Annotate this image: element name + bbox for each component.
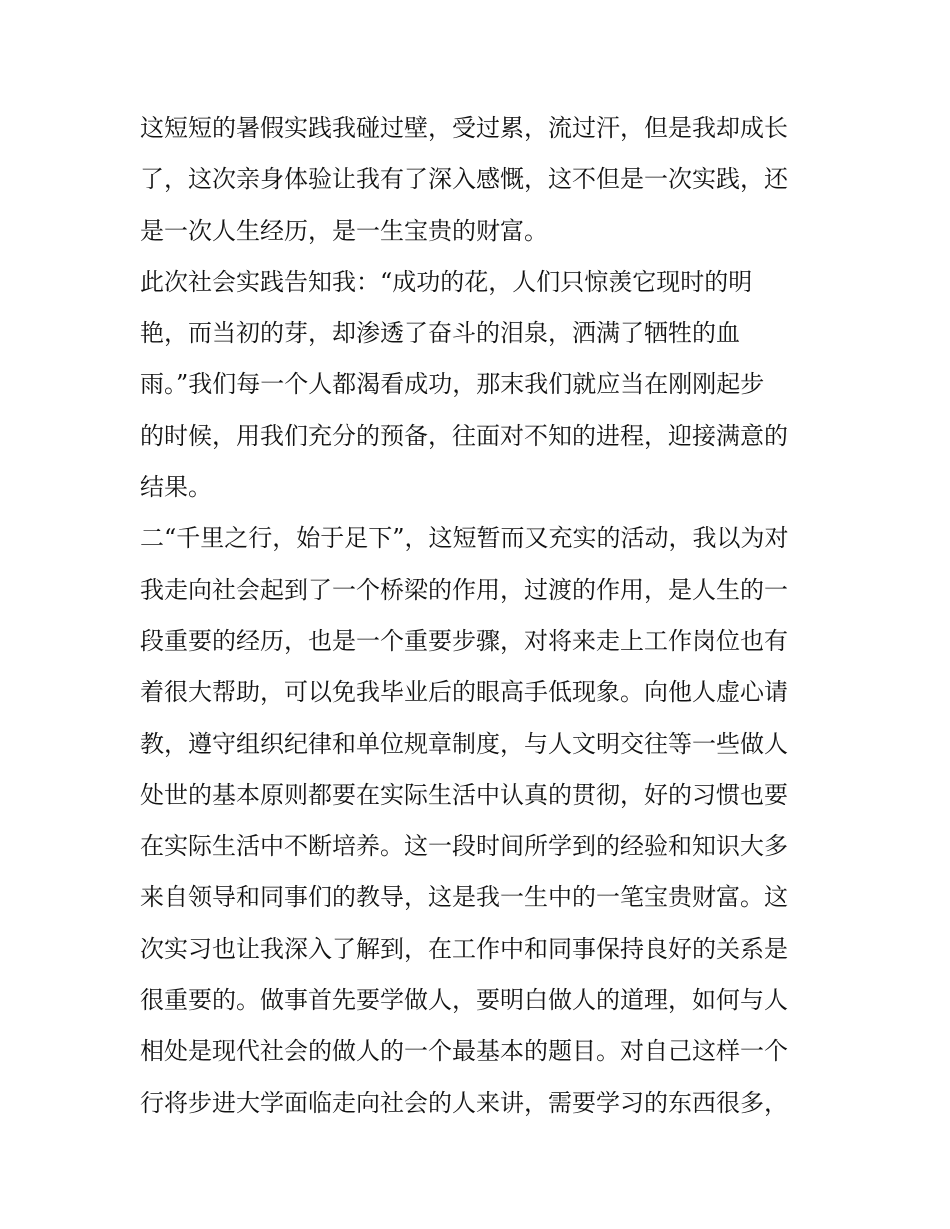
text-line: 很重要的。做事首先要学做人，要明白做人的道理，如何与人 <box>140 986 788 1015</box>
text-line: 来自领导和同事们的教导，这是我一生中的一笔宝贵财富。这 <box>140 883 788 912</box>
text-line: 了，这次亲身体验让我有了深入感慨，这不但是一次实践，还 <box>140 165 788 194</box>
text-line: 行将步进大学面临走向社会的人来讲，需要学习的东西很多， <box>140 1088 788 1117</box>
text-line: 二“千里之行，始于足下”，这短暂而又充实的活动，我以为对 <box>140 524 789 553</box>
text-line: 艳，而当初的芽，却渗透了奋斗的泪泉，洒满了牺牲的血 <box>140 319 740 348</box>
text-line: 的时候，用我们充分的预备，往面对不知的进程，迎接满意的 <box>140 421 788 450</box>
text-line: 在实际生活中不断培养。这一段时间所学到的经验和知识大多 <box>140 832 788 861</box>
text-line: 是一次人生经历，是一生宝贵的财富。 <box>140 216 548 245</box>
text-line: 结果。 <box>140 473 212 502</box>
text-line: 此次社会实践告知我：“成功的花，人们只惊羡它现时的明 <box>140 267 753 296</box>
text-line: 这短短的暑假实践我碰过壁，受过累，流过汗，但是我却成长 <box>140 114 788 142</box>
text-line: 段重要的经历，也是一个重要步骤，对将来走上工作岗位也有 <box>140 626 788 655</box>
text-line: 我走向社会起到了一个桥梁的作用，过渡的作用，是人生的一 <box>140 575 788 604</box>
text-line: 相处是现代社会的做人的一个最基本的题目。对自己这样一个 <box>140 1037 788 1066</box>
text-line: 着很大帮助，可以免我毕业后的眼高手低现象。向他人虚心请 <box>140 678 788 707</box>
text-line: 教，遵守组织纪律和单位规章制度，与人文明交往等一些做人 <box>140 729 788 758</box>
text-line: 次实习也让我深入了解到，在工作中和同事保持良好的关系是 <box>140 934 788 963</box>
body-text <box>140 103 820 1129</box>
text-line: 处世的基本原则都要在实际生活中认真的贯彻，好的习惯也要 <box>140 780 788 809</box>
text-line: 雨。”我们每一个人都渴看成功，那末我们就应当在刚刚起步 <box>140 370 765 399</box>
